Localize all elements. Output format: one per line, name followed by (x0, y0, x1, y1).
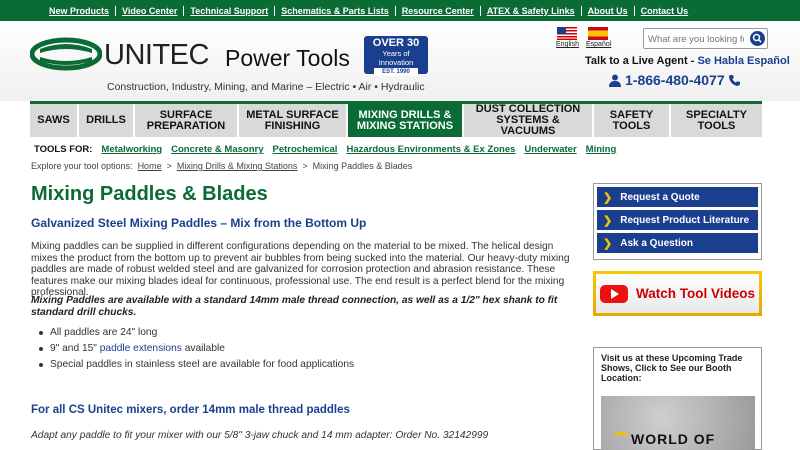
badge-line2: Years of (382, 49, 410, 58)
tools-for-hazardous[interactable]: Hazardous Environments & Ex Zones (346, 144, 516, 155)
tools-for-petrochemical[interactable]: Petrochemical (272, 144, 338, 155)
lang-espanol[interactable]: Español (586, 41, 612, 48)
nav-mixing-drills[interactable] (348, 104, 464, 137)
nav-label: PREPARATION (146, 119, 226, 132)
nav-label: SPECIALTY (686, 108, 747, 121)
nav-label: FINISHING (264, 119, 321, 132)
trade-shows-box[interactable] (593, 347, 762, 450)
tools-for-metalworking[interactable]: Metalworking (101, 144, 163, 155)
nav-metal-surface-finishing[interactable] (239, 104, 348, 137)
breadcrumb-separator: > (302, 161, 308, 171)
breadcrumb-label: Explore your tool options: (31, 161, 133, 171)
nav-label: SAWS (37, 114, 70, 126)
topnav-resource-center[interactable]: Resource Center (396, 6, 481, 16)
order-heading: For all CS Unitec mixers, order 14mm male thread paddles (31, 404, 350, 416)
tools-for-mining[interactable]: Mining (585, 144, 617, 155)
search-icon (750, 31, 765, 46)
nav-label: SAFETY (609, 108, 654, 121)
breadcrumb-section[interactable]: Mixing Drills & Mixing Stations (176, 161, 298, 171)
list-item: All paddles are 24" long (50, 325, 354, 341)
search-box (643, 28, 768, 49)
cs-swoosh-logo-icon[interactable] (30, 35, 102, 73)
topnav-about-us[interactable]: About Us (582, 6, 635, 16)
nav-label: TOOLS (612, 119, 651, 132)
nav-label: METAL SURFACE (246, 108, 339, 121)
intro-paragraph: Mixing paddles can be supplied in different configurations depending on the material to be mixed. The helical design mixes the product from the bottom up to prevent air bubbles from being sucked into the material. Our heavy-duty mixing paddles are made of robust welded steel and are galvanized for corrosion protection and abrasion resistance. These features make our mixing blades ideal for continuous, professional use. The end result is a perfect blend for the mixing professional. (31, 241, 570, 298)
nav-dust-collection[interactable] (464, 104, 594, 137)
lang-english[interactable]: English (556, 41, 579, 48)
top-nav (43, 0, 694, 21)
button-label: Request Product Literature (620, 214, 750, 226)
live-agent-text (585, 55, 790, 67)
talk-label: Talk to a Live Agent - (585, 55, 698, 67)
nav-surface-preparation[interactable] (135, 104, 239, 137)
youtube-play-icon (600, 285, 628, 303)
paddle-extensions-link[interactable]: paddle extensions (99, 343, 182, 354)
breadcrumb-separator: > (166, 161, 172, 171)
badge-line3: Innovation (378, 58, 414, 67)
spain-flag-icon[interactable] (588, 27, 608, 40)
topnav-video-center[interactable]: Video Center (116, 6, 184, 16)
request-quote-button[interactable] (597, 187, 758, 207)
nav-saws[interactable] (30, 104, 79, 137)
list-item (50, 341, 354, 357)
logo-accent-bar (615, 432, 627, 435)
innovation-badge (364, 36, 428, 74)
list-item-text: available (181, 343, 225, 354)
trade-shows-title: Visit us at these Upcoming Trade Shows, Click to See our Booth Location: (601, 353, 743, 383)
page-title: Mixing Paddles & Blades (31, 183, 268, 205)
brand-suffix: Power Tools (225, 45, 350, 71)
nav-label: SURFACE (159, 108, 213, 121)
agent-person-icon (609, 74, 621, 87)
nav-specialty-tools[interactable] (671, 104, 762, 137)
top-utility-bar (0, 0, 800, 21)
breadcrumb (31, 161, 412, 171)
page-subtitle: Galvanized Steel Mixing Paddles – Mix from the Bottom Up (31, 216, 367, 230)
tools-for-concrete[interactable]: Concrete & Masonry (171, 144, 264, 155)
topnav-atex-safety[interactable]: ATEX & Safety Links (481, 6, 582, 16)
nav-label: MIXING DRILLS & (358, 108, 452, 121)
search-input[interactable] (644, 30, 744, 49)
tools-for-label: TOOLS FOR: (34, 144, 93, 155)
chevron-right-icon: ❯ (603, 191, 613, 204)
nav-safety-tools[interactable] (594, 104, 671, 137)
world-of-concrete-text: WORLD OF (631, 431, 716, 447)
watch-videos-inner (596, 274, 759, 313)
nav-label: DUST COLLECTION (475, 103, 581, 115)
world-of-concrete-image[interactable] (601, 396, 755, 450)
phone-icon (729, 75, 740, 86)
brand-name[interactable]: UNITEC (104, 39, 209, 71)
topnav-schematics[interactable]: Schematics & Parts Lists (275, 6, 396, 16)
tools-for-bar (34, 144, 616, 155)
phone-number[interactable]: 1-866-480-4077 (625, 72, 725, 88)
tagline: Construction, Industry, Mining, and Marine – Electric • Air • Hydraulic (107, 81, 425, 93)
badge-line4: EST. 1990 (374, 68, 418, 76)
nav-label: DRILLS (86, 114, 126, 126)
badge-line1: OVER 30 (372, 37, 420, 49)
adapter-paragraph: Adapt any paddle to fit your mixer with our 5/8" 3-jaw chuck and 14 mm adapter: Order No. 32142999 (31, 430, 489, 441)
ask-question-button[interactable] (597, 233, 758, 253)
list-item-text: 9" and 15" (50, 343, 100, 354)
chevron-right-icon: ❯ (603, 214, 613, 227)
nav-label: SYSTEMS & VACUUMS (496, 114, 560, 137)
feature-list (50, 325, 354, 373)
sidebar-actions (593, 183, 762, 260)
list-item: Special paddles in stainless steel are available for food applications (50, 357, 354, 373)
thread-note: Mixing Paddles are available with a standard 14mm male thread connection, as well as a 1/2" hex shank to fit standard drill chucks. (31, 295, 558, 318)
search-button[interactable] (750, 31, 765, 46)
tools-for-underwater[interactable]: Underwater (524, 144, 577, 155)
topnav-contact-us[interactable]: Contact Us (640, 5, 689, 16)
topnav-new-products[interactable]: New Products (43, 6, 116, 16)
nav-drills[interactable] (79, 104, 135, 137)
button-label: Ask a Question (620, 237, 694, 249)
request-literature-button[interactable] (597, 210, 758, 230)
se-habla-espanol-link[interactable]: Se Habla Español (697, 55, 790, 67)
watch-videos-banner[interactable] (593, 271, 762, 316)
breadcrumb-home[interactable]: Home (137, 161, 162, 171)
breadcrumb-current: Mixing Paddles & Blades (312, 161, 413, 171)
nav-label: MIXING STATIONS (356, 119, 454, 132)
chevron-right-icon: ❯ (603, 237, 613, 250)
site-header (0, 21, 800, 101)
nav-label: TOOLS (697, 119, 736, 132)
topnav-technical-support[interactable]: Technical Support (184, 6, 275, 16)
phone-line (609, 72, 740, 88)
watch-videos-label: Watch Tool Videos (636, 286, 756, 301)
us-flag-icon[interactable] (557, 27, 577, 40)
button-label: Request a Quote (620, 191, 700, 203)
main-nav (30, 101, 762, 137)
